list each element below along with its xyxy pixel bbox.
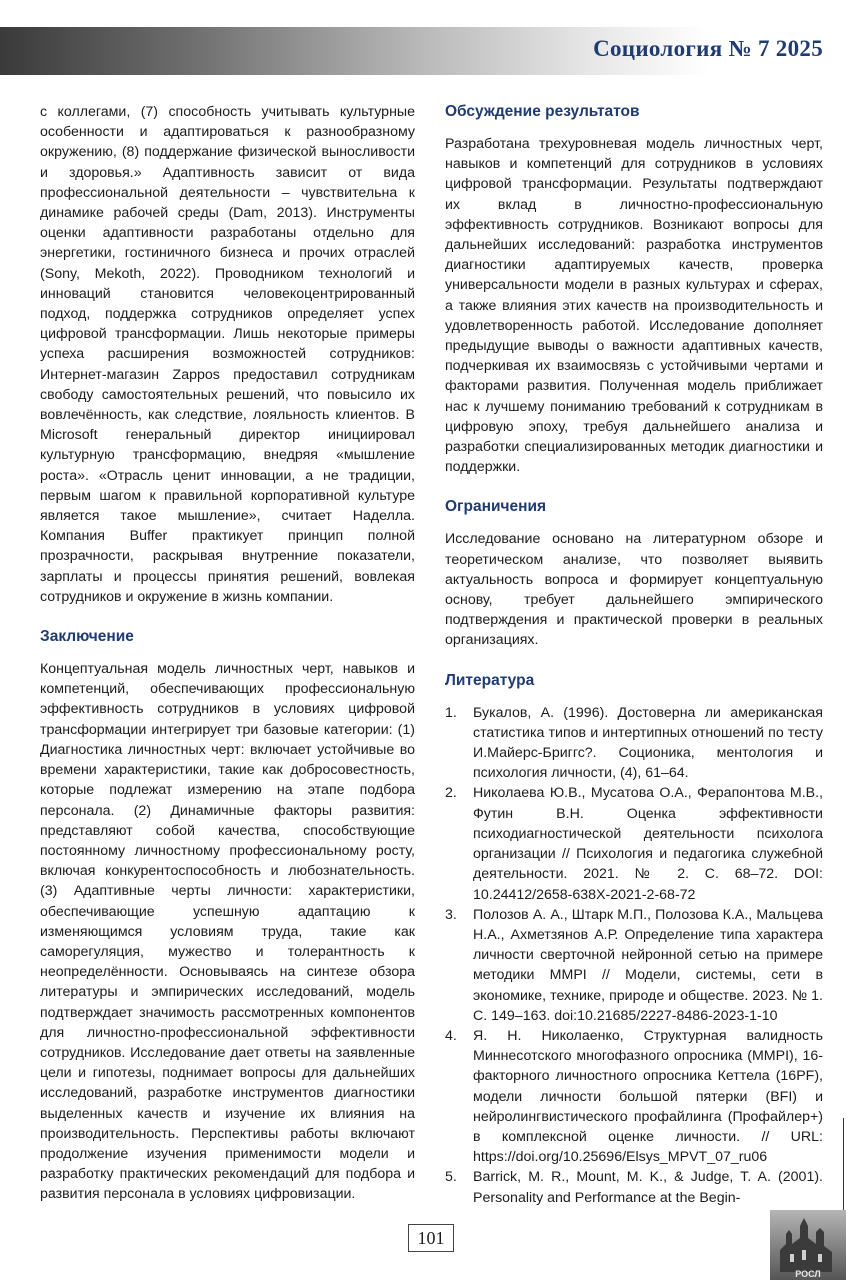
conclusion-paragraph: Концептуальная модель личностных черт, навыков и компетенций, обеспечивающих профессиональную эффективность сотрудников в условиях цифровой трансформации интегрирует три базовые категории: (1) Диагностика личностных черт: включает устойчивые во времени характеристики, такие как добросовестность, которые подлежат измерению на этапе подбора персонала. (2) Динамичные факторы развития: представляют собой качества, способствующие постоянному личностному профессиональному росту, включая конкурентоспособность и любознательность. (3) Адаптивные черты личности: характеристики, обеспечивающие успешную адаптацию к изменяющимся условиям труда, такие как саморегуляция, мужество и толерантность к неопределённости. Основываясь на синтезе обзора литературы и эмпирических исследований, модель подтверждает значимость рассмотренных компонентов для личностно-профессиональной эффективности сотрудников. Исследование дает ответы на заявленные цели и гипотезы, поднимает вопросы для дальнейших исследований, разработке инструментов диагностики выделенных качеств и изучение их влияния на производительность. Перспективы работы включают продолжение изучения применимости модели и разработку практических рекомендаций для подбора и развития персонала в условиях цифровизации.	[40, 661, 415, 1203]
reference-list	[445, 703, 823, 1208]
reference-item	[445, 1167, 823, 1207]
limitations-paragraph: Исследование основано на литературном обзоре и теоретическом анализе, что позволяет выявить актуальность вопроса и формирует концептуальную основу, требует дальнейшего эмпирического подтверждения и практической проверки в реальных организациях.	[445, 531, 823, 649]
reference-text: Николаева Ю.В., Мусатова О.А., Ферапонтова М.В., Футин В.Н. Оценка эффективности психодиагностической деятельности психолога организации // Психология и педагогика служебной деятельности. 2021. № 2. С. 68–72. DOI: 10.24412/2658-638X-2021-2-68-72	[473, 785, 823, 903]
reference-text: Barrick, M. R., Mount, M. K., & Judge, T. A. (2001). Personality and Performance at the Begin-	[473, 1169, 823, 1206]
reference-number: 1.	[445, 704, 457, 721]
reference-item	[445, 1026, 823, 1167]
discussion-heading: Обсуждение результатов	[445, 103, 640, 120]
left-column	[40, 102, 415, 1205]
journal-title: Социология № 7 2025	[593, 36, 823, 61]
reference-text: Я. Н. Николаенко, Структурная валидность Миннесотского многофазного опросника (MMPI), 16-факторного личностного опросника Кеттела (16PF), модели личности большой пятерки (BFI) и нейролингвистического профайлинга (Профайлер+) в комплексной оценке личности. // URL: https://doi.org/10.25696/Elsys_MPVT_07_ru06	[473, 1027, 823, 1166]
reference-text: Полозов А. А., Штарк М.П., Полозова К.А., Мальцева Н.А., Ахметзянов А.Р. Определение типа характера личности сверточной нейронной сетью на примере методики MMPI // Модели, системы, сети в экономике, технике, природе и обществе. 2023. № 1. С. 149–163. doi:10.21685/2227-8486-2023-1-10	[473, 906, 823, 1024]
page-number: 101	[408, 1224, 454, 1252]
reference-item	[445, 783, 823, 904]
reference-item	[445, 905, 823, 1026]
limitations-heading: Ограничения	[445, 498, 547, 516]
discussion-paragraph: Разработана трехуровневая модель личностных черт, навыков и компетенций для сотрудников в условиях цифровой трансформации. Результаты подтверждают их вклад в личностно-профессиональную эффективность сотрудников. Возникают вопросы для дальнейших исследований: разработка инструментов диагностики адаптируемых качеств, проверка универсальности модели в разных культурах и сферах, а также влияния этих качеств на производительность и удовлетворенность работой. Исследование дополняет предыдущие выводы о важности адаптивных качеств, подчеркивая их взаимосвязь с устойчивыми чертами и факторами развития. Полученная модель приближает нас к лучшему пониманию требований к сотрудникам в цифровую эпоху, требуя дальнейшего анализа и разработки специализированных методик диагностики и поддержки.	[445, 136, 823, 476]
logo-text: РОСЛ	[795, 1269, 821, 1279]
right-column	[445, 102, 823, 1208]
intro-paragraph: с коллегами, (7) способность учитывать культурные особенности и адаптироваться к разнообразному окружению, (8) поддержание физической выносливости и здоровья.» Адаптивность зависит от вида профессиональной деятельности – чувствительна к динамике рабочей среды (Dam, 2013). Инструменты оценки адаптивности разработаны отдельно для энергетики, гостиничного бизнеса и прочих отраслей (Sony, Mekoth, 2022). Проводником технологий и инноваций становится человекоцентрированный подход, поддержка сотрудников определяет успех цифровой трансформации. Лишь некоторые примеры успеха расширения возможностей сотрудников: Интернет-магазин Zappos предоставил сотрудникам свободу самостоятельных решений, что повысило их вовлечённость, как следствие, лояльность клиентов. В Microsoft генеральный директор инициировал культурную трансформацию, внедряя «мышление роста». «Отрасль ценит инновации, а не традиции, первым шагом к правильной корпоративной культуре является такое мышление», считает Наделла. Компания Buffer практикует принцип полной прозрачности, раскрывая внутренние показатели, зарплаты и процессы принятия решений, вовлекая сотрудников и окружение в жизнь компании.	[40, 104, 415, 605]
reference-number: 3.	[445, 906, 457, 923]
society-logo-icon	[770, 1210, 846, 1280]
reference-number: 4.	[445, 1027, 457, 1044]
reference-number: 5.	[445, 1169, 457, 1186]
reference-text: Букалов, А. (1996). Достоверна ли американская статистика типов и интертипных отношений по тесту И.Майерс-Бриггс?. Соционика, ментология и психология личности, (4), 61–64.	[473, 704, 823, 782]
references-heading: Литература	[445, 671, 535, 689]
conclusion-heading: Заключение	[40, 628, 134, 646]
reference-item	[445, 703, 823, 784]
reference-number: 2.	[445, 785, 457, 802]
